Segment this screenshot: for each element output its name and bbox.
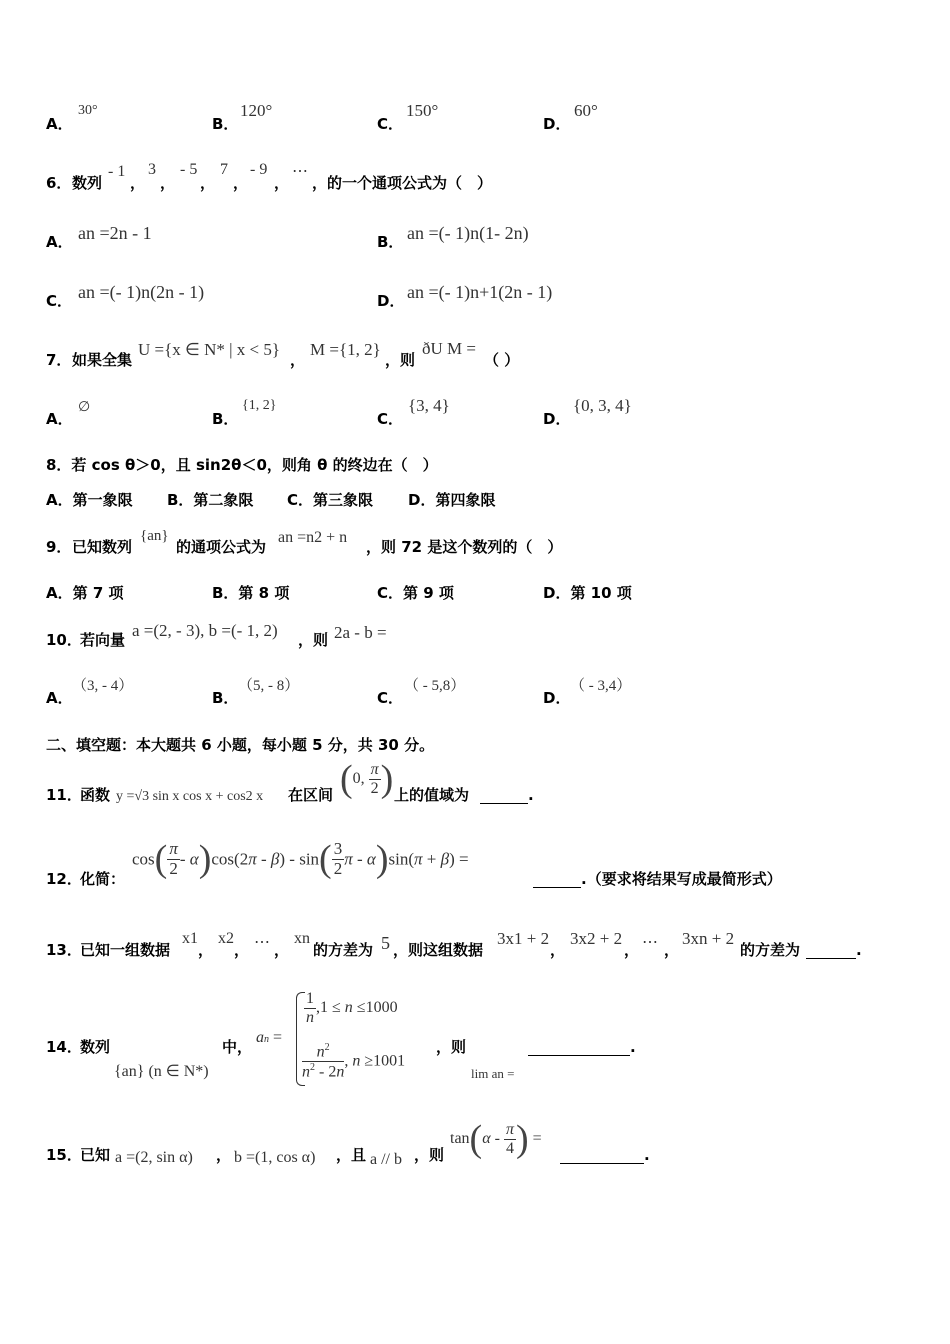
q11-suffix: 上的值域为 [394, 786, 470, 804]
q6-option-d-value: an =(- 1)n+1(2n - 1) [407, 282, 553, 302]
q6-option-b-label: B． [377, 233, 404, 251]
q5-option-c-value: 150° [406, 101, 439, 120]
q13-x1: x1 [182, 930, 198, 947]
q7-suffix: （ ） [484, 351, 520, 369]
q10-vectors: a =(2, - 3), b =(- 1, 2) [132, 621, 278, 640]
q10-prefix: 若向量 [80, 631, 126, 649]
q15-number: 15． [46, 1146, 82, 1164]
q11-end: . [528, 786, 534, 804]
q9-prefix: 已知数列 [72, 538, 133, 556]
q7-number: 7． [46, 351, 72, 369]
q10-mid: ，则 [298, 631, 329, 649]
q15-mid: ，且 [336, 1146, 367, 1164]
q7-mid: ，则 [385, 351, 416, 369]
q15-vector-a: a =(2, sin α) [115, 1149, 193, 1166]
q9-option-b: B．第 8 项 [212, 584, 290, 602]
q10-option-d-value: （ - 3,4） [570, 678, 632, 694]
q6-option-b-value: an =(- 1)n(1- 2n) [407, 223, 529, 243]
q9-option-c: C．第 9 项 [377, 584, 454, 602]
q10-number: 10． [46, 631, 82, 649]
q6-number: 6． [46, 174, 72, 192]
q11-prefix: 函数 [80, 786, 111, 804]
q6-suffix: ，的一个通项公式为（ ） [312, 174, 493, 192]
q14-mid: 中， [222, 1038, 253, 1056]
q7-prefix: 如果全集 [72, 351, 133, 369]
q7-option-c-label: C． [377, 410, 404, 428]
q13-ellipsis-2: ⋯ [642, 934, 658, 951]
q10-option-c-label: C． [377, 689, 404, 707]
q15-end: . [644, 1146, 650, 1164]
q13-prefix: 已知一组数据 [80, 941, 171, 959]
q11-answer-blank[interactable] [480, 788, 528, 804]
q5-option-d-value: 60° [574, 101, 598, 120]
q15-then: ，则 [414, 1146, 445, 1164]
q12-prefix: 化简： [80, 870, 126, 888]
q15-vector-b: b =(1, cos α) [234, 1149, 316, 1166]
section-heading-fill-in: 二、填空题：本大题共 6 小题，每小题 5 分，共 30 分。 [46, 736, 435, 754]
q14-end: . [630, 1038, 636, 1056]
q13-number: 13． [46, 941, 82, 959]
q6-option-c-value: an =(- 1)n(2n - 1) [78, 282, 205, 302]
q7-option-b-value: {1, 2} [242, 398, 277, 413]
q7-option-d-value: {0, 3, 4} [573, 396, 632, 415]
q15-expression: tan(α - $\frac{\pi}{4}$ ) = [450, 1118, 542, 1160]
q5-option-b-label: B． [212, 115, 239, 133]
q7-option-d-label: D． [543, 410, 571, 428]
q14-sequence: {an} (n ∈ N*) [114, 1063, 209, 1080]
q13-y1: 3x1 + 2 [497, 929, 550, 948]
q10-option-a-value: （3, - 4） [72, 678, 134, 694]
q14-number: 14． [46, 1038, 82, 1056]
q7-set-m: M ={1, 2} [310, 340, 381, 359]
q8-option-a: A．第一象限 [46, 491, 133, 509]
q13-ellipsis-1: ⋯ [254, 934, 270, 951]
q8-stem: 8．若 cos θ＞0，且 sin2θ＜0，则角 θ 的终边在（ ） [46, 456, 438, 474]
q10-option-a-label: A． [46, 689, 73, 707]
q6-term-ellipsis: ⋯ [292, 163, 308, 180]
q13-xn: xn [294, 930, 310, 947]
q7-option-c-value: {3, 4} [408, 396, 450, 415]
q9-option-d: D．第 10 项 [543, 584, 632, 602]
q11-interval: (0, $\frac{\pi}{2}$ ) [340, 758, 394, 800]
q7-universal-set: U ={x ∈ N* | x < 5} [138, 340, 281, 359]
q11-number: 11． [46, 786, 82, 804]
q13-variance: 5 [381, 933, 390, 953]
q6-option-a-label: A． [46, 233, 73, 251]
q9-number: 9． [46, 538, 72, 556]
q10-option-b-value: （5, - 8） [238, 678, 300, 694]
q13-end: . [856, 941, 862, 959]
q6-prefix: 数列 [72, 174, 103, 192]
q10-option-b-label: B． [212, 689, 239, 707]
q6-option-a-value: an =2n - 1 [78, 223, 152, 243]
q11-function: y =√3 sin x cos x + cos2 x [116, 789, 264, 804]
q7-complement: ðU M = [422, 339, 476, 358]
q6-term-3: - 5 [180, 161, 198, 178]
q6-term-5: - 9 [250, 161, 268, 178]
q15-parallel: a // b [370, 1151, 402, 1168]
q12-number: 12． [46, 870, 82, 888]
q12-expression: cos( $\frac{\pi}{2}$ - α)cos(2π - β) - sin( $\frac{3}{2}$ π - α)sin(π + β) = [132, 838, 469, 881]
q12-suffix: .（要求将结果写成最简形式） [581, 870, 782, 888]
q13-x2: x2 [218, 930, 234, 947]
q14-case-1: $\frac{1}{n}$ ,1 ≤ n ≤1000 [306, 990, 398, 1026]
q10-option-d-label: D． [543, 689, 571, 707]
q8-option-d: D．第四象限 [408, 491, 496, 509]
q5-option-c-label: C． [377, 115, 404, 133]
q13-suffix: 的方差为 [740, 941, 801, 959]
q11-mid: 在区间 [288, 786, 334, 804]
q14-then: ，则 [436, 1038, 467, 1056]
q14-limit: lim an = [471, 1066, 515, 1081]
q9-option-a: A．第 7 项 [46, 584, 124, 602]
q9-suffix: ，则 72 是这个数列的（ ） [366, 538, 563, 556]
q14-case-2: $\frac{n^2}{n^2 - 2n}$ , n ≥1001 [302, 1042, 406, 1081]
q10-expression: 2a - b = [334, 623, 387, 642]
q13-mid: 的方差为 [313, 941, 374, 959]
q14-an-equals: an = [256, 1029, 283, 1046]
q5-option-b-value: 120° [240, 101, 273, 120]
q6-term-4: 7 [220, 161, 228, 178]
q13-mid2: ，则这组数据 [393, 941, 484, 959]
q13-answer-blank[interactable] [806, 943, 856, 959]
q8-option-b: B．第二象限 [167, 491, 254, 509]
q5-option-d-label: D． [543, 115, 571, 133]
q9-formula: an =n2 + n [278, 529, 348, 546]
q9-mid: 的通项公式为 [176, 538, 267, 556]
q6-term-2: 3 [148, 161, 156, 178]
q5-option-a-value: 30° [78, 103, 98, 118]
q14-prefix: 数列 [80, 1038, 111, 1056]
q7-option-a-label: A． [46, 410, 73, 428]
q10-option-c-value: （ - 5,8） [404, 678, 466, 694]
q15-prefix: 已知 [80, 1146, 111, 1164]
q14-answer-blank[interactable] [528, 1040, 630, 1056]
q15-answer-blank[interactable] [560, 1148, 644, 1164]
q6-option-d-label: D． [377, 292, 405, 310]
q13-yn: 3xn + 2 [682, 929, 735, 948]
q6-option-c-label: C． [46, 292, 73, 310]
q9-sequence: {an} [140, 528, 169, 544]
q8-option-c: C．第三象限 [287, 491, 374, 509]
q6-term-1: - 1 [108, 163, 126, 180]
q7-option-a-value: ∅ [78, 400, 91, 415]
q13-y2: 3x2 + 2 [570, 929, 623, 948]
q12-answer-blank[interactable] [533, 872, 581, 888]
q7-option-b-label: B． [212, 410, 239, 428]
q5-option-a-label: A． [46, 115, 73, 133]
